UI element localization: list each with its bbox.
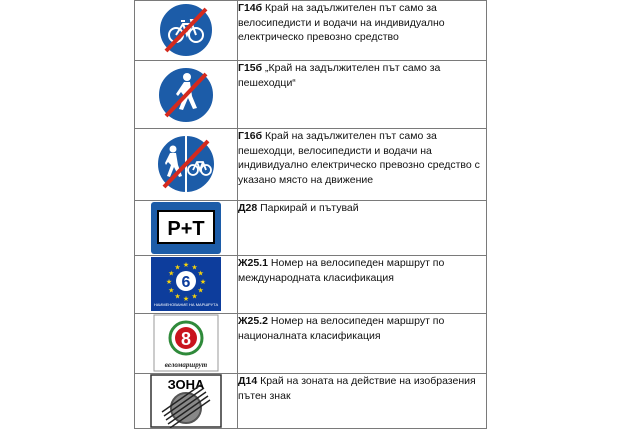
star-icon: ★ [174,264,181,272]
park-and-ride-label: P+T [167,218,205,240]
signs-table [134,0,487,429]
sign-description: Г14б Край на задължителен път само за велосипедисти и водачи на индивидуално електрическо превозно средство [238,1,487,61]
sign-description: Г15б „Край на задължителен път само за пешеходци“ [238,61,487,129]
park-and-ride-sign [150,201,222,255]
sign-cell [135,314,238,374]
pedestrian-icon [156,64,216,126]
star-icon: ★ [191,293,198,301]
pedestrian-bicycle-icon [154,132,218,196]
table-row [135,1,487,61]
bicycle-icon [156,1,216,59]
sign-description: Ж25.1 Номер на велосипеден маршрут по международната класификация [238,256,487,314]
route-caption: НАИМЕНОВАНИЕ НА МАРШРУТА [153,302,219,307]
sign-description: Д28 Паркирай и пътувай [238,201,487,256]
sign-cell [135,374,238,429]
sign-description: Д14 Край на зоната на действие на изобразения пътен знак [238,374,487,429]
star-icon: ★ [197,270,204,278]
sign-description: Г16б Край на задължителен път само за пешеходци, велосипедисти и водачи на индивидуално електрическо превозно средство с указано място на движение [238,129,487,201]
table-row [135,256,487,314]
table-row [135,201,487,256]
table-row [135,129,487,201]
sign-cell [135,256,238,314]
star-icon: ★ [191,264,198,272]
star-icon: ★ [168,270,175,278]
table-row [135,374,487,429]
national-route-sign [153,314,219,372]
star-icon: ★ [197,287,204,295]
sign-description: Ж25.2 Номер на велосипеден маршрут по националната класификация [238,314,487,374]
star-icon: ★ [199,279,207,286]
route-caption: веломаршрут [164,361,208,369]
sign-cell [135,129,238,201]
star-icon: ★ [182,296,190,303]
zone-label: ЗОНА [167,377,205,392]
sign-cell [135,201,238,256]
end-of-zone-sign [150,374,222,428]
star-icon: ★ [182,262,190,269]
star-icon: ★ [168,287,175,295]
route-number: 8 [180,329,192,349]
sign-cell [135,1,238,61]
star-icon: ★ [174,293,181,301]
eu-route-sign [150,256,222,312]
table-row [135,314,487,374]
star-icon: ★ [165,279,173,286]
route-number: 6 [181,274,191,291]
table-row [135,61,487,129]
sign-cell [135,61,238,129]
